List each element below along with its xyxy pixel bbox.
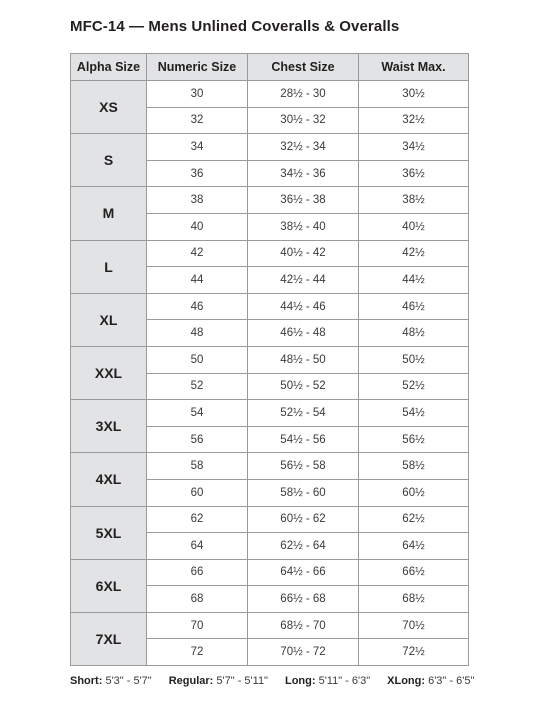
numeric-size-cell: 32 [147, 107, 248, 134]
alpha-size-cell: 6XL [71, 559, 147, 612]
table-row [71, 346, 469, 373]
alpha-size-cell: 5XL [71, 506, 147, 559]
waist-max-cell: 44½ [359, 267, 469, 294]
chest-size-cell: 32½ - 34 [248, 134, 359, 161]
alpha-size-cell: 3XL [71, 400, 147, 453]
chest-size-cell: 34½ - 36 [248, 160, 359, 187]
chest-size-cell: 38½ - 40 [248, 213, 359, 240]
waist-max-cell: 70½ [359, 612, 469, 639]
table-header-row [71, 54, 469, 81]
chest-size-cell: 30½ - 32 [248, 107, 359, 134]
chest-size-cell: 46½ - 48 [248, 320, 359, 347]
table-row [71, 559, 469, 586]
chest-size-cell: 54½ - 56 [248, 426, 359, 453]
inseam-label: Short: [70, 675, 103, 687]
inseam-value: 5'11" - 6'3" [318, 675, 371, 687]
waist-max-cell: 38½ [359, 187, 469, 214]
alpha-size-cell: XS [71, 81, 147, 134]
chest-size-cell: 64½ - 66 [248, 559, 359, 586]
numeric-size-cell: 56 [147, 426, 248, 453]
inseam-legend-item [285, 675, 370, 687]
inseam-value: 5'3" - 5'7" [105, 675, 152, 687]
inseam-value: 5'7" - 5'11" [216, 675, 268, 687]
numeric-size-cell: 66 [147, 559, 248, 586]
alpha-size-cell: 7XL [71, 612, 147, 665]
alpha-size-cell: M [71, 187, 147, 240]
numeric-size-cell: 44 [147, 267, 248, 294]
numeric-size-cell: 30 [147, 81, 248, 108]
waist-max-cell: 50½ [359, 346, 469, 373]
waist-max-cell: 30½ [359, 81, 469, 108]
table-row [71, 612, 469, 639]
waist-max-cell: 34½ [359, 134, 469, 161]
chest-size-cell: 48½ - 50 [248, 346, 359, 373]
waist-max-cell: 46½ [359, 293, 469, 320]
numeric-size-cell: 48 [147, 320, 248, 347]
numeric-size-cell: 46 [147, 293, 248, 320]
chest-size-cell: 40½ - 42 [248, 240, 359, 267]
alpha-size-cell: S [71, 134, 147, 187]
waist-max-cell: 40½ [359, 213, 469, 240]
table-row [71, 453, 469, 480]
waist-max-cell: 64½ [359, 533, 469, 560]
waist-max-cell: 54½ [359, 400, 469, 427]
chest-size-cell: 42½ - 44 [248, 267, 359, 294]
waist-max-cell: 56½ [359, 426, 469, 453]
alpha-size-cell: XXL [71, 346, 147, 399]
numeric-size-cell: 42 [147, 240, 248, 267]
numeric-size-cell: 70 [147, 612, 248, 639]
numeric-size-cell: 50 [147, 346, 248, 373]
waist-max-cell: 60½ [359, 479, 469, 506]
numeric-size-cell: 64 [147, 533, 248, 560]
numeric-size-cell: 72 [147, 639, 248, 666]
inseam-legend-item [169, 675, 268, 687]
header-waist-max: Waist Max. [359, 54, 469, 81]
waist-max-cell: 72½ [359, 639, 469, 666]
inseam-value: 6'3" - 6'5" [428, 675, 475, 687]
numeric-size-cell: 54 [147, 400, 248, 427]
waist-max-cell: 36½ [359, 160, 469, 187]
chest-size-cell: 70½ - 72 [248, 639, 359, 666]
table-row [71, 506, 469, 533]
header-alpha-size: Alpha Size [71, 54, 147, 81]
alpha-size-cell: XL [71, 293, 147, 346]
inseam-legend-item [387, 675, 474, 687]
alpha-size-cell: 4XL [71, 453, 147, 506]
waist-max-cell: 68½ [359, 586, 469, 613]
table-row [71, 293, 469, 320]
numeric-size-cell: 62 [147, 506, 248, 533]
inseam-legend-item [70, 675, 152, 687]
header-numeric-size: Numeric Size [147, 54, 248, 81]
numeric-size-cell: 34 [147, 134, 248, 161]
chest-size-cell: 44½ - 46 [248, 293, 359, 320]
inseam-label: XLong: [387, 675, 426, 687]
numeric-size-cell: 60 [147, 479, 248, 506]
waist-max-cell: 48½ [359, 320, 469, 347]
inseam-label: Long: [284, 675, 316, 687]
header-chest-size: Chest Size [248, 54, 359, 81]
waist-max-cell: 58½ [359, 453, 469, 480]
waist-max-cell: 62½ [359, 506, 469, 533]
numeric-size-cell: 68 [147, 586, 248, 613]
numeric-size-cell: 58 [147, 453, 248, 480]
table-row [71, 81, 469, 108]
chest-size-cell: 56½ - 58 [248, 453, 359, 480]
chest-size-cell: 52½ - 54 [248, 400, 359, 427]
table-row [71, 187, 469, 214]
chest-size-cell: 68½ - 70 [248, 612, 359, 639]
table-row [71, 134, 469, 161]
waist-max-cell: 32½ [359, 107, 469, 134]
chest-size-cell: 60½ - 62 [248, 506, 359, 533]
numeric-size-cell: 38 [147, 187, 248, 214]
page-title: MFC-14 — Mens Unlined Coveralls & Overalls [70, 18, 400, 35]
chest-size-cell: 28½ - 30 [248, 81, 359, 108]
chest-size-cell: 58½ - 60 [248, 479, 359, 506]
table-row [71, 400, 469, 427]
waist-max-cell: 42½ [359, 240, 469, 267]
table-body [71, 81, 469, 666]
table-row [71, 240, 469, 267]
waist-max-cell: 66½ [359, 559, 469, 586]
chest-size-cell: 36½ - 38 [248, 187, 359, 214]
numeric-size-cell: 36 [147, 160, 248, 187]
chest-size-cell: 50½ - 52 [248, 373, 359, 400]
alpha-size-cell: L [71, 240, 147, 293]
inseam-label: Regular: [168, 675, 214, 687]
size-chart-table [70, 53, 469, 666]
chest-size-cell: 66½ - 68 [248, 586, 359, 613]
chest-size-cell: 62½ - 64 [248, 533, 359, 560]
waist-max-cell: 52½ [359, 373, 469, 400]
inseam-legend [70, 675, 491, 687]
numeric-size-cell: 52 [147, 373, 248, 400]
numeric-size-cell: 40 [147, 213, 248, 240]
